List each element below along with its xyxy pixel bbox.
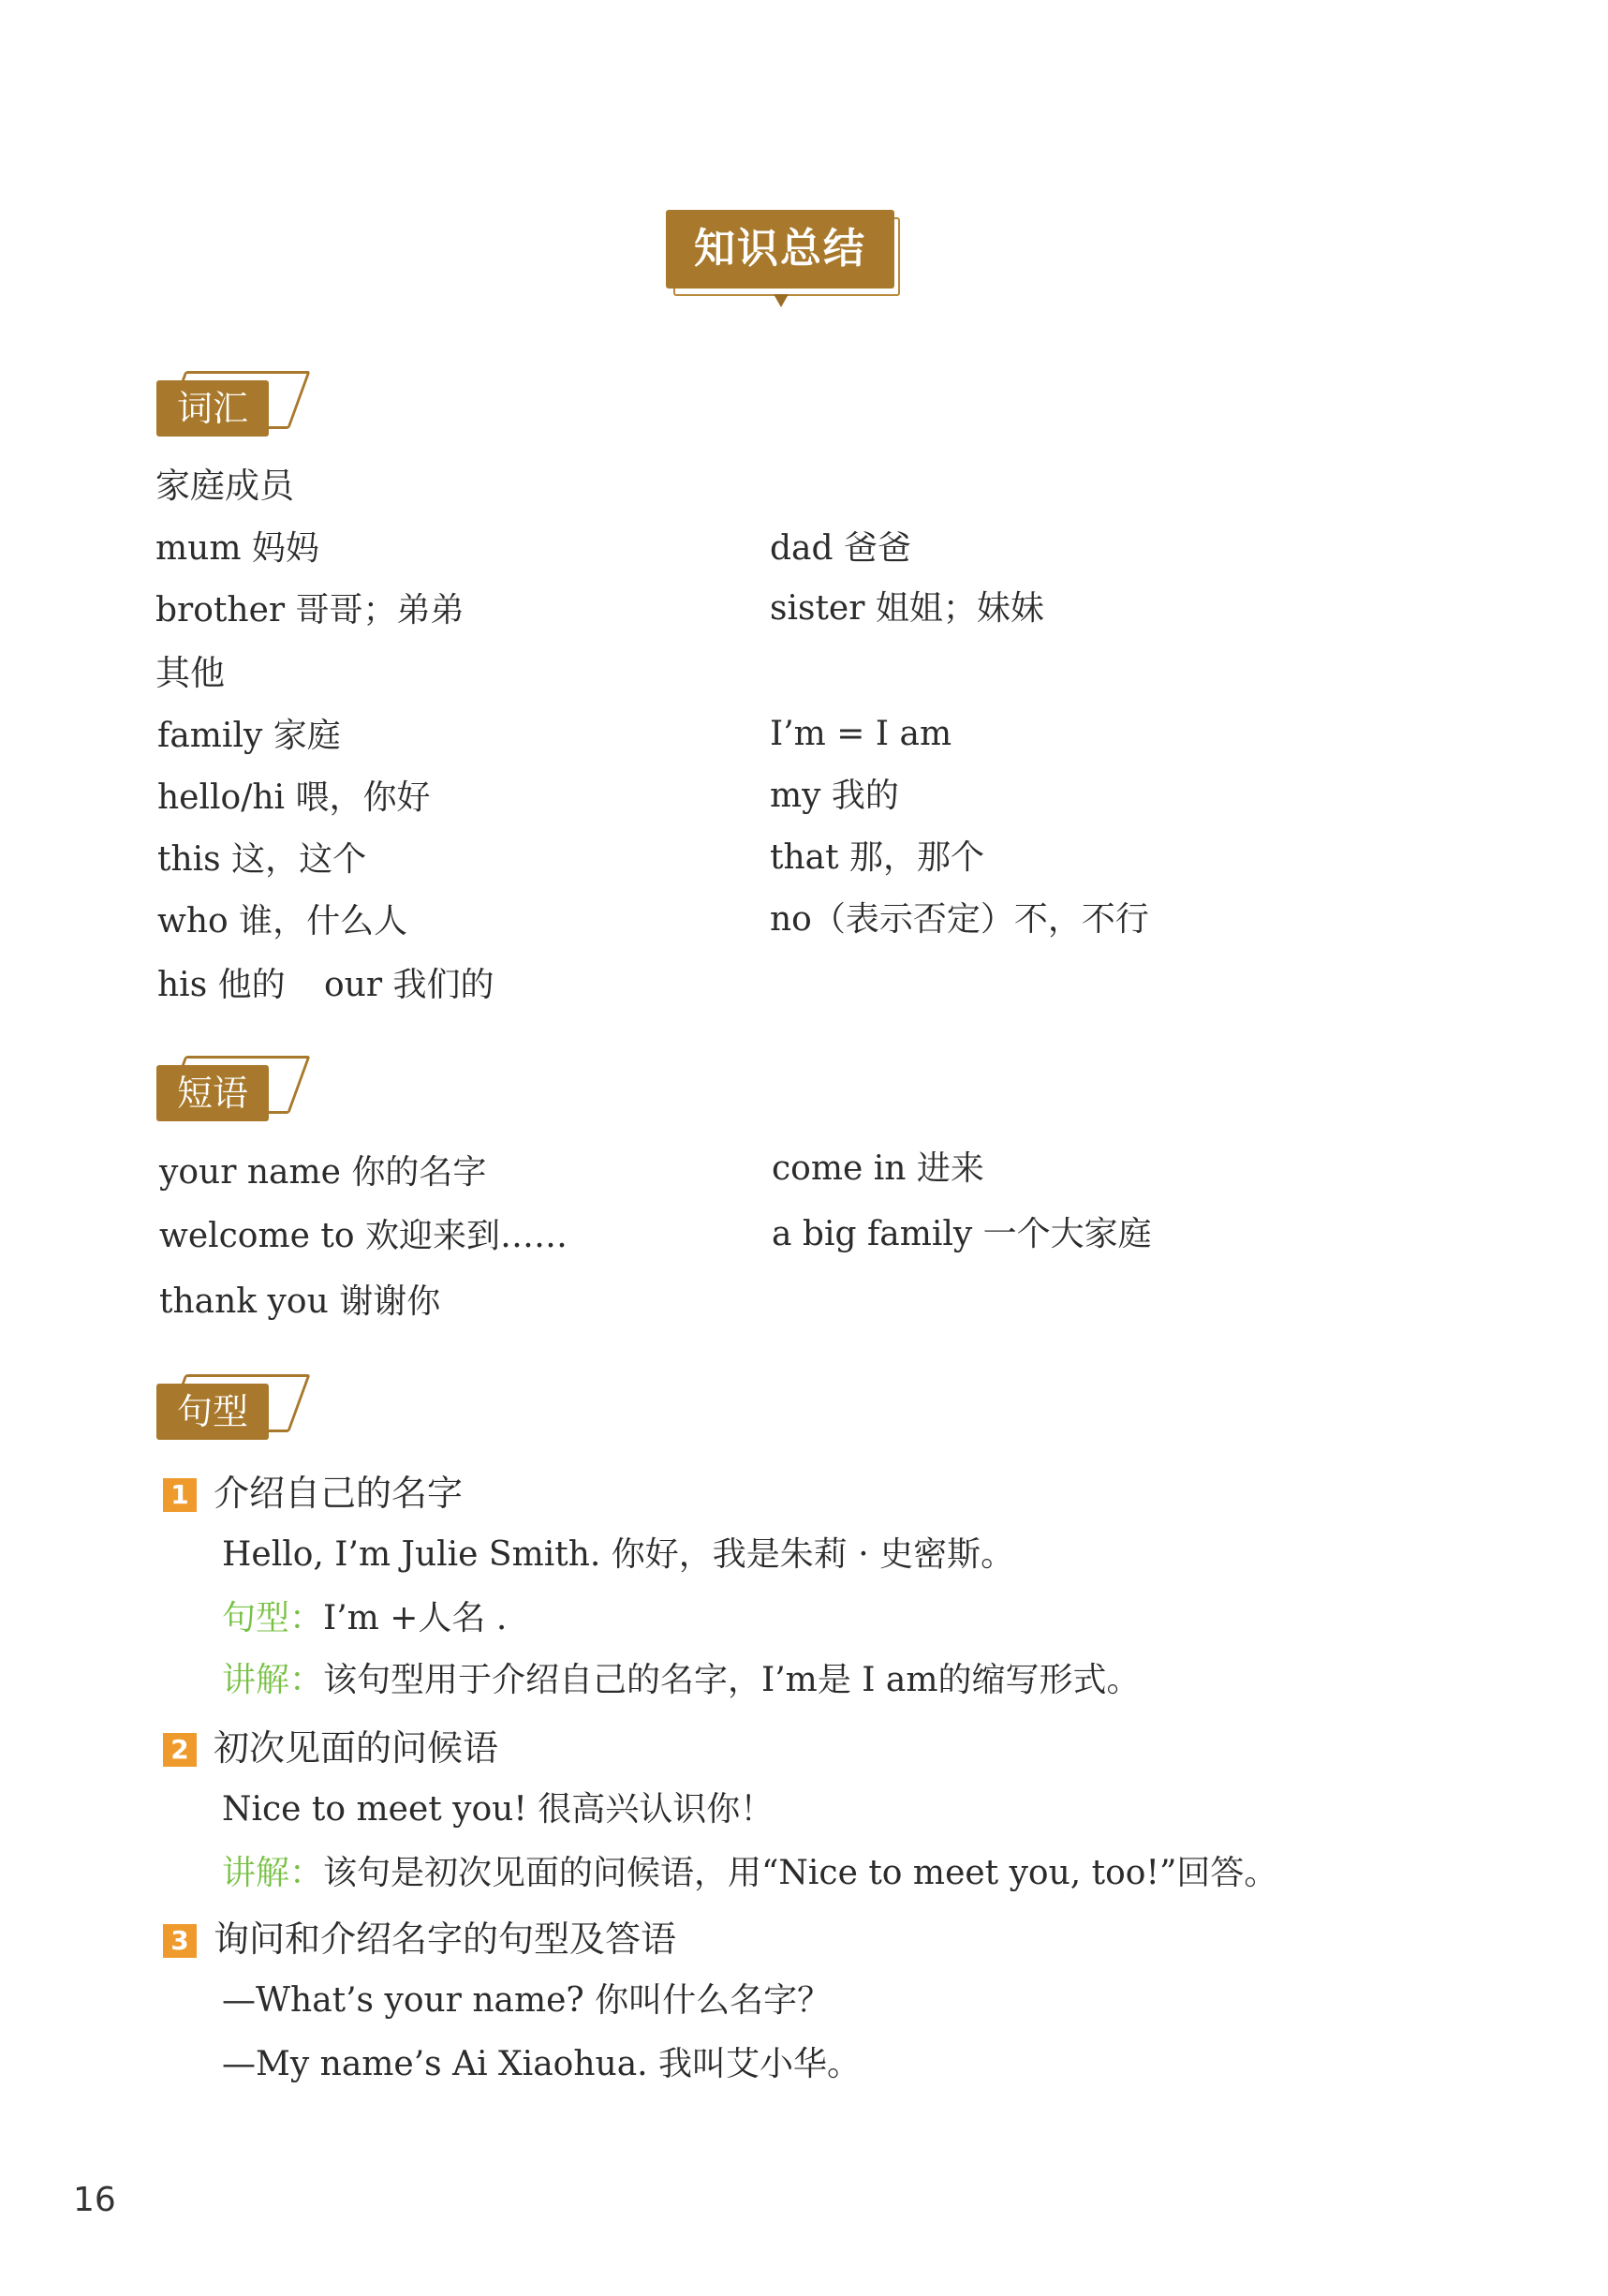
explain-label: 讲解： [222, 1661, 324, 1699]
explain-text: 该句是初次见面的问候语，用“Nice to meet you, too!”回答。 [323, 1854, 1278, 1892]
vocab-item: that 那，那个 [770, 838, 985, 877]
vocab-item: I’m = I am [770, 715, 952, 753]
pattern-explain-line [222, 1658, 1141, 1703]
vocab-category-family: 家庭成员 [155, 466, 294, 506]
title-pointer [774, 294, 789, 307]
vocab-item: hello/hi 喂，你好 [157, 778, 431, 817]
tag-label: 句型 [176, 1391, 248, 1432]
number-badge: 1 [163, 1478, 197, 1512]
dialogue-answer: —My name’s Ai Xiaohua. 我叫艾小华。 [222, 2045, 862, 2083]
vocab-item: my 我的 [770, 777, 899, 815]
section-tag-patterns [156, 1374, 299, 1440]
pattern-formula: I’m +人名 . [323, 1599, 508, 1637]
section-tag-vocab [156, 371, 299, 437]
page-number: 16 [73, 2181, 116, 2219]
pattern-example: Hello, I’m Julie Smith. 你好，我是朱莉 · 史密斯。 [222, 1535, 1015, 1574]
vocab-category-other: 其他 [155, 653, 225, 693]
number-badge: 3 [163, 1924, 197, 1958]
vocab-item: no（表示否定）不，不行 [770, 900, 1149, 939]
vocab-item: this 这，这个 [157, 840, 367, 879]
tag-label: 短语 [176, 1073, 248, 1114]
vocab-item: dad 爸爸 [770, 529, 911, 568]
vocab-item: mum 妈妈 [155, 529, 319, 568]
phrase-item: your name 你的名字 [159, 1153, 487, 1192]
pattern-heading: 初次见面的问候语 [214, 1727, 499, 1769]
page-title-banner [666, 210, 902, 309]
vocab-item: who 谁，什么人 [157, 902, 408, 941]
tag-label: 词汇 [176, 388, 248, 429]
page-title: 知识总结 [694, 225, 866, 273]
dialogue-question: —What’s your name? 你叫什么名字？ [222, 1981, 832, 2020]
explain-label: 讲解： [222, 1854, 324, 1892]
number-badge: 2 [163, 1733, 197, 1767]
pattern-example: Nice to meet you! 很高兴认识你！ [222, 1790, 774, 1829]
pattern-heading: 询问和介绍名字的句型及答语 [214, 1918, 677, 1960]
phrase-item: a big family 一个大家庭 [772, 1215, 1152, 1253]
section-tag-phrases [156, 1056, 299, 1121]
vocab-item: his 他的 [157, 966, 286, 1004]
vocab-item: our 我们的 [324, 966, 494, 1004]
pattern-heading: 介绍自己的名字 [214, 1473, 464, 1514]
explain-text: 该句型用于介绍自己的名字，I’m是 I am的缩写形式。 [323, 1661, 1141, 1699]
vocab-item: brother 哥哥；弟弟 [155, 591, 465, 630]
pattern-formula-line [222, 1596, 507, 1641]
phrase-item: come in 进来 [772, 1149, 984, 1188]
phrase-item: welcome to 欢迎来到…… [159, 1217, 568, 1255]
vocab-item: family 家庭 [157, 717, 341, 755]
vocab-item: sister 姐姐；妹妹 [770, 589, 1044, 628]
pattern-explain-line [222, 1851, 1277, 1896]
pattern-label: 句型： [222, 1599, 324, 1637]
phrase-item: thank you 谢谢你 [159, 1282, 441, 1321]
